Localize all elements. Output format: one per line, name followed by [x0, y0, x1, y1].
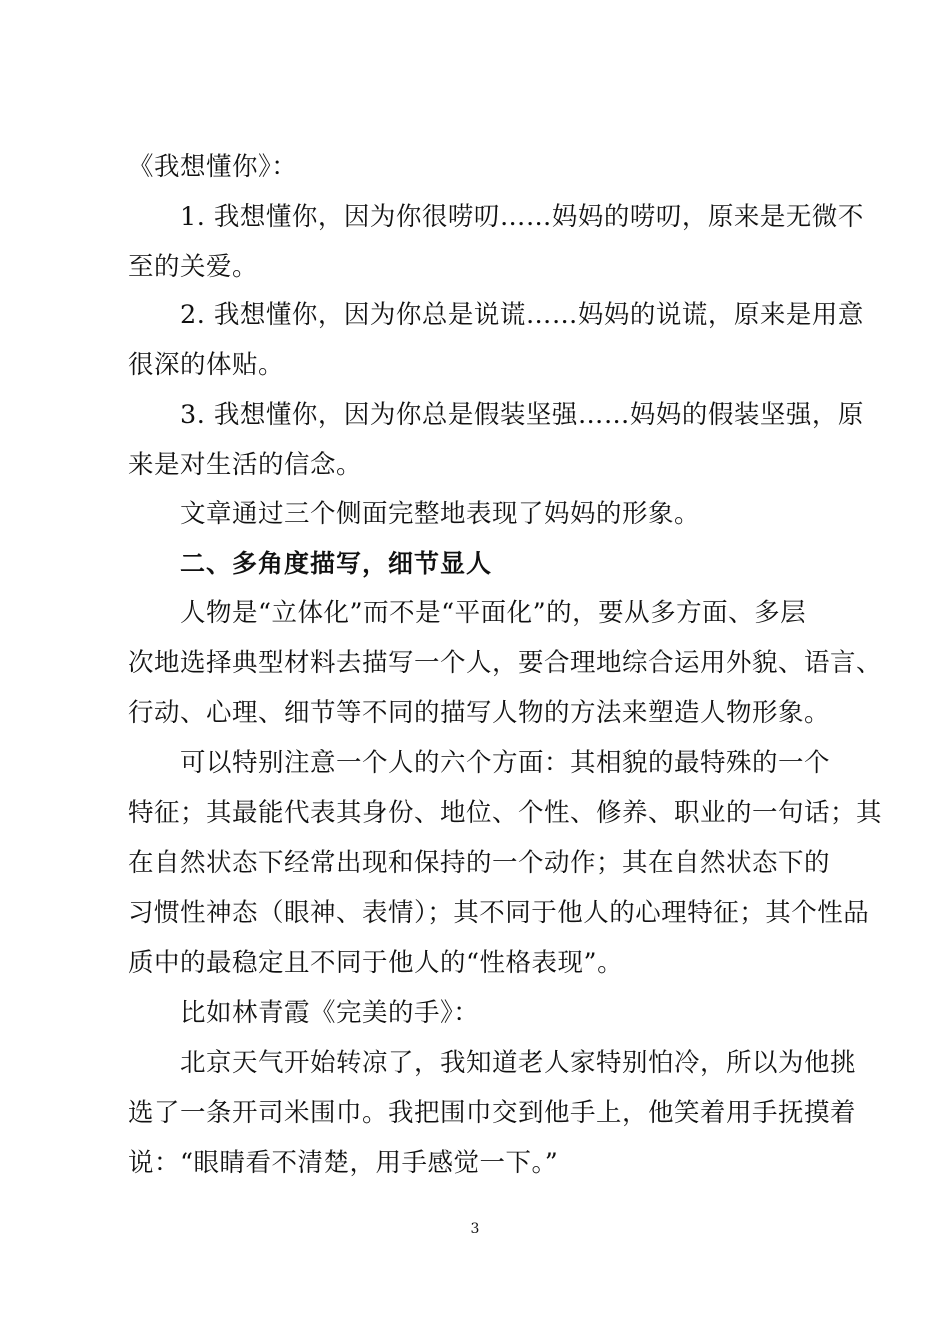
body-paragraph-2-line-2: 特征；其最能代表其身份、地位、个性、修养、职业的一句话；其: [128, 798, 883, 828]
body-paragraph-2-line-3: 在自然状态下经常出现和保持的一个动作；其在自然状态下的: [128, 848, 831, 878]
paragraph-title-line: 《我想懂你》：: [128, 152, 298, 182]
list-item-3-line-1: 3. 我想懂你，因为你总是假装坚强……妈妈的假装坚强，原: [180, 400, 864, 430]
list-item-1-line-2: 至的关爱。: [128, 252, 259, 282]
list-item-1-line-1: 1. 我想懂你，因为你很唠叨……妈妈的唠叨，原来是无微不: [180, 202, 864, 232]
body-paragraph-1-line-1: 人物是“立体化”而不是“平面化”的，要从多方面、多层: [180, 598, 807, 628]
section-heading: 二、多角度描写，细节显人: [180, 549, 493, 578]
body-paragraph-2-line-4: 习惯性神态（眼神、表情）；其不同于他人的心理特征；其个性品: [128, 898, 870, 928]
body-paragraph-2-line-1: 可以特别注意一个人的六个方面：其相貌的最特殊的一个: [180, 748, 831, 778]
body-paragraph-1-line-3: 行动、心理、细节等不同的描写人物的方法来塑造人物形象。: [128, 698, 831, 728]
summary-line: 文章通过三个侧面完整地表现了妈妈的形象。: [180, 499, 701, 529]
body-paragraph-2-line-5: 质中的最稳定且不同于他人的“性格表现”。: [128, 948, 624, 978]
body-paragraph-1-line-2: 次地选择典型材料去描写一个人，要合理地综合运用外貌、语言、: [128, 648, 883, 678]
quote-paragraph-line-1: 北京天气开始转凉了，我知道老人家特别怕冷，所以为他挑: [180, 1048, 857, 1078]
quote-paragraph-line-2: 选了一条开司米围巾。我把围巾交到他手上，他笑着用手抚摸着: [128, 1098, 857, 1128]
list-item-3-line-2: 来是对生活的信念。: [128, 450, 363, 480]
page-number: 3: [470, 1221, 480, 1237]
list-item-2-line-2: 很深的体贴。: [128, 350, 285, 380]
quote-paragraph-line-3: 说：“眼睛看不清楚，用手感觉一下。”: [128, 1148, 559, 1178]
example-intro-line: 比如林青霞《完美的手》：: [180, 998, 480, 1028]
list-item-2-line-1: 2. 我想懂你，因为你总是说谎……妈妈的说谎，原来是用意: [180, 300, 864, 330]
